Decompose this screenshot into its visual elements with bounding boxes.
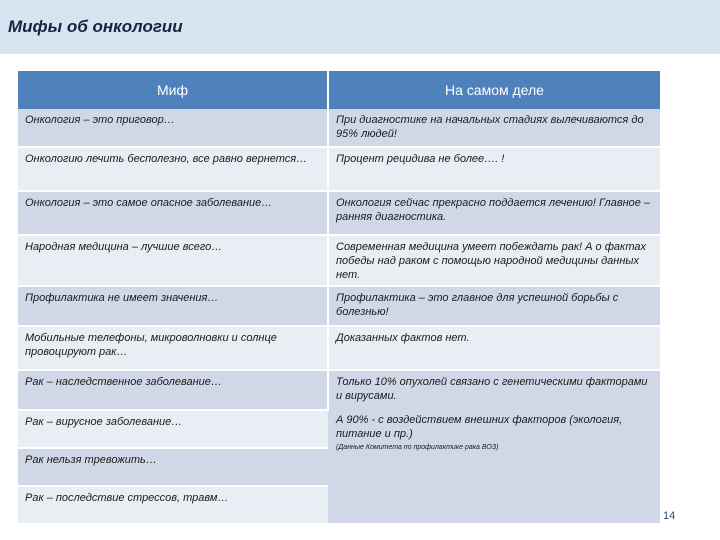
fact-cell: Профилактика – это главное для успешной борьбы с болезнью! bbox=[328, 286, 660, 326]
myth-cell: Онкология – это приговор… bbox=[18, 109, 328, 147]
table-row bbox=[18, 370, 660, 410]
table-row bbox=[18, 191, 660, 235]
table-row bbox=[18, 286, 660, 326]
myth-cell: Рак – вирусное заболевание… bbox=[18, 410, 328, 448]
fact-cell: Онкология сейчас прекрасно поддается лечению! Главное – ранняя диагностика. bbox=[328, 191, 660, 235]
myth-cell: Рак – наследственное заболевание… bbox=[18, 370, 328, 410]
slide-title: Мифы об онкологии bbox=[8, 17, 183, 36]
myth-cell: Онкологию лечить бесполезно, все равно вернется… bbox=[18, 147, 328, 191]
fact-paragraph-external: А 90% - с воздействием внешних факторов (экология, питание и пр.) bbox=[336, 414, 623, 440]
table-header-row bbox=[18, 71, 660, 109]
source-note: (Данные Комитета по профилактике рака ВОЗ) bbox=[336, 444, 499, 451]
table-row bbox=[18, 109, 660, 147]
column-header-fact: На самом деле bbox=[328, 71, 660, 109]
myth-cell: Профилактика не имеет значения… bbox=[18, 286, 328, 326]
table-row bbox=[18, 147, 660, 191]
myths-table bbox=[18, 71, 660, 525]
fact-cell: При диагностике на начальных стадиях вылечиваются до 95% людей! bbox=[328, 109, 660, 147]
page-number: 14 bbox=[663, 510, 676, 522]
fact-cell: Современная медицина умеет побеждать рак! А о фактах победы над раком с помощью народной медицины данных нет. bbox=[328, 235, 660, 286]
title-bar bbox=[0, 0, 720, 54]
fact-paragraph-genetics: Только 10% опухолей связано с генетическими факторами и вирусами. bbox=[336, 376, 648, 402]
merged-fact-cell bbox=[328, 370, 660, 524]
fact-cell: Процент рецидива не более…. ! bbox=[328, 147, 660, 191]
table-row bbox=[18, 326, 660, 370]
column-header-myth: Миф bbox=[18, 71, 328, 109]
myth-cell: Онкология – это самое опасное заболевание… bbox=[18, 191, 328, 235]
myth-cell: Рак – последствие стрессов, травм… bbox=[18, 486, 328, 524]
fact-cell: Доказанных фактов нет. bbox=[328, 326, 660, 370]
myth-cell: Народная медицина – лучшие всего… bbox=[18, 235, 328, 286]
table-row bbox=[18, 235, 660, 286]
myth-cell: Мобильные телефоны, микроволновки и солнце провоцируют рак… bbox=[18, 326, 328, 370]
myth-cell: Рак нельзя тревожить… bbox=[18, 448, 328, 486]
